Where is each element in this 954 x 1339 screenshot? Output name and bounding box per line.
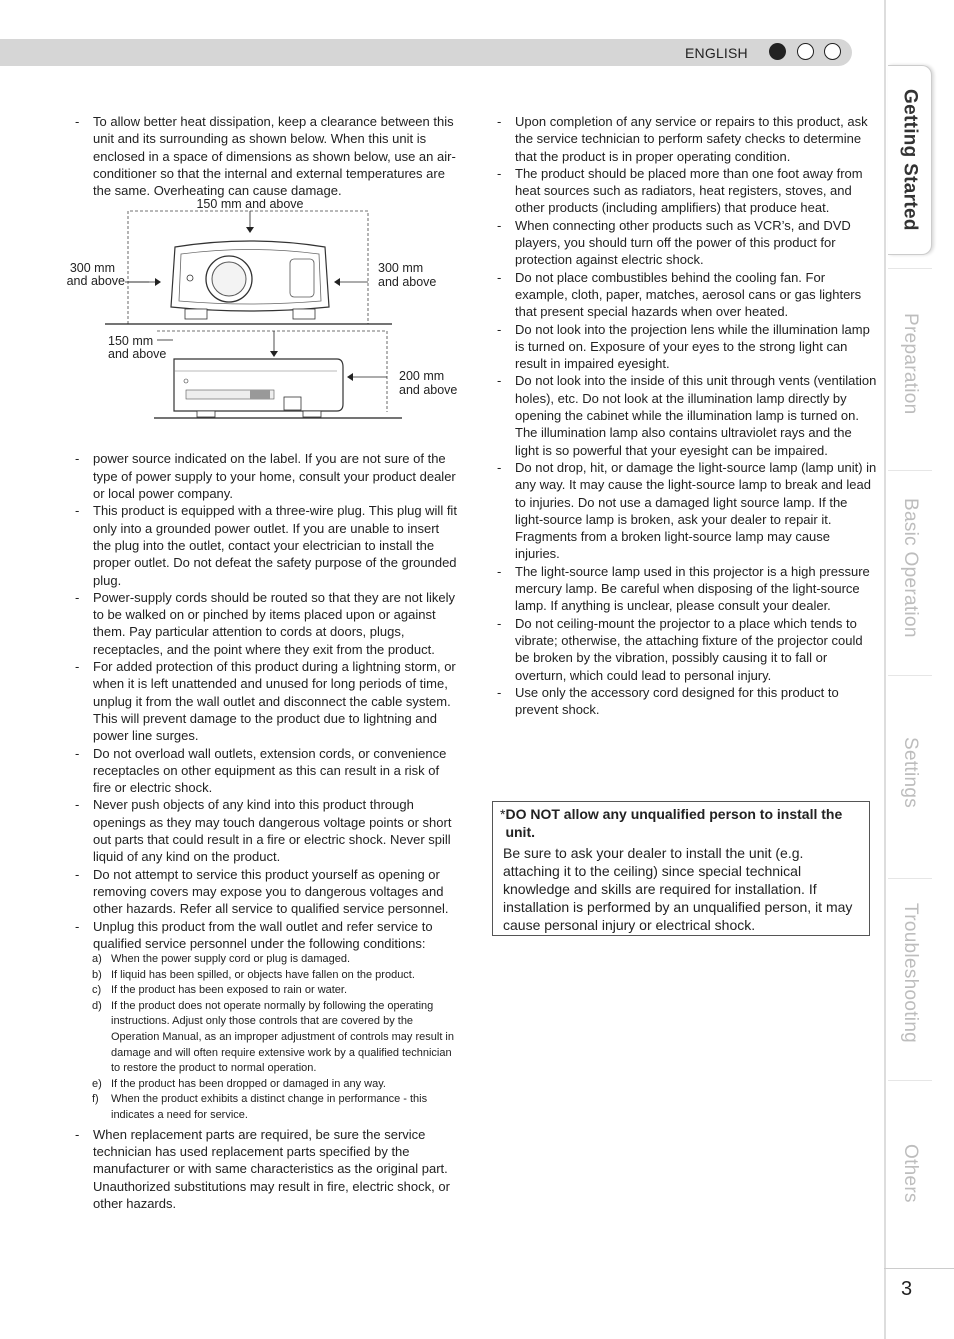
language-label: ENGLISH [685,45,748,61]
list-item-text: The light-source lamp used in this projector is a high pressure mercury lamp. Be careful when disposing of the light-source lamp. If anything is unclear, please consult your dealer. [515,563,870,614]
list-item: - Use only the accessory cord designed for this product to prevent shock. [497,684,877,719]
list-item: - For added protection of this product during a lightning storm, or when it is left unattended and unused for long periods of time, unplug it from the wall outlet and disconnect the cable system. This will prevent damage to the product due to lightning and power line surges. [75,658,460,744]
list-item: - power source indicated on the label. If you are not sure of the type of power supply to your home, consult your product dealer or local power company. [75,450,460,502]
tab-basic-operation[interactable] [888,470,932,665]
label-right-clearance: 300 mm [378,261,424,276]
tab-getting-started[interactable] [888,65,932,255]
tab-label: Basic Operation [900,498,921,638]
condition-item [75,1077,460,1093]
label-side-top-clearance-2: and above [108,347,167,362]
list-item-text: power source indicated on the label. If you are not sure of the type of power supply to your home, consult your product dealer or local power company. [93,451,456,502]
list-item-text: Unplug this product from the wall outlet and refer service to qualified service personnel under the following conditions: [93,918,433,951]
tab-label: Troubleshooting [900,903,921,1044]
condition-letter: d) [92,999,102,1012]
list-item: - Do not look into the inside of this unit through vents (ventilation holes), etc. Do not look at the illumination lamp directly by opening the cabinet while the illumination lamp is turned on. The illumination lamp also contains ultraviolet rays and the light is so powerful that your eyesight can be impaired. [497,373,877,458]
list-item-text: When replacement parts are required, be sure the service technician has used replacement parts specified by the manufacturer or with same characteristics as the original part. Unauthorized substitutions may result in fire, electric shock, or other hazards. [93,1126,450,1211]
condition-text: If liquid has been spilled, or objects have fallen on the product. [111,968,415,981]
tab-preparation[interactable] [888,268,932,458]
tab-troubleshooting[interactable] [888,878,932,1068]
page-indicator-dot-empty [824,43,841,60]
clearance-diagram-svg [57,199,457,439]
page-number-divider [884,1268,954,1269]
warning-asterisk: * [500,806,506,822]
page-indicator-dot-empty [797,43,814,60]
warning-title-text: DO NOT allow any unqualified person to install the unit. [505,806,843,840]
list-item-text: Power-supply cords should be routed so that they are not likely to be walked on or pinched by items placed upon or against them. Pay particular attention to cords at doors, plugs, receptacles, and the point where they exit from the product. [93,589,456,657]
list-item-text: Use only the accessory cord designed for this product to prevent shock. [515,684,839,718]
label-top-clearance: 150 mm and above [196,199,304,212]
list-item: - Power-supply cords should be routed so that they are not likely to be walked on or pinched by items placed upon or against them. Pay particular attention to cords at doors, plugs, receptacles, and the point where they exit from the product. [75,589,460,658]
list-item: - When replacement parts are required, be sure the service technician has used replacement parts specified by the manufacturer or with same characteristics as the original part. Unauthorized substitutions may result in fire, electric shock, or other hazards. [75,1126,460,1212]
condition-text: When the product exhibits a distinct change in performance - this indicates a need for service. [111,1093,428,1122]
warning-title [500,805,861,841]
condition-letter: b) [92,968,102,981]
condition-item [75,983,460,999]
left-column [66,113,460,1212]
condition-item [75,1092,460,1123]
list-item-text: To allow better heat dissipation, keep a clearance between this unit and its surrounding as shown below. When this unit is enclosed in a space of dimensions as shown below, use an air-conditioner so that the internal and external temperatures are the same. Overheating can cause damage. [93,114,456,199]
condition-text: When the power supply cord or plug is damaged. [111,953,351,966]
list-item-text: The product should be placed more than one foot away from heat sources such as radiators, heat registers, stoves, and other products (including amplifiers) that produce heat. [515,165,863,216]
list-item-text: Upon completion of any service or repairs to this product, ask the service technician to perform safety checks to determine that the product is in proper operating condition. [515,114,868,164]
list-item-text: Do not drop, hit, or damage the light-source lamp (lamp unit) in any way. It may cause the light-source lamp to break and lead to injuries. Do not use a damaged light source lamp. If the light-source lamp is broken, ask your dealer to repair it. Fragments from a broken light-source lamp may cause injuries. [515,459,877,562]
tab-label: Settings [900,737,921,809]
label-side-right-clearance-2: and above [399,383,457,398]
list-item: - Unplug this product from the wall outlet and refer service to qualified service personnel under the following conditions: [75,918,460,953]
label-left-clearance-2: and above [66,274,125,289]
list-item: - Do not attempt to service this product yourself as opening or removing covers may expose you to dangerous voltages and other hazards. Refer all service to qualified service personnel. [75,866,460,918]
left-list [75,450,460,952]
list-item-text: Never push objects of any kind into this product through openings as they may touch dangerous voltage points or short out parts that could result in a fire or electric shock. Never spill liquid of any kind on the product. [93,797,452,865]
label-side-right-clearance: 200 mm [399,369,445,384]
label-right-clearance-2: and above [378,275,437,290]
condition-text: If the product has been dropped or damaged in any way. [111,1077,386,1090]
list-item-text: This product is equipped with a three-wire plug. This plug will fit only into a grounded power outlet. If you are unable to insert the plug into the outlet, contact your electrician to install the proper outlet. Do not defeat the safety purpose of the grounded plug. [93,503,457,588]
conditions-list [75,952,460,1124]
condition-item [75,952,460,968]
list-item-text: Do not ceiling-mount the projector to a place which tends to vibrate; otherwise, the attaching fixture of the projector could be broken by the vibration, possibly causing it to fall or overturn, which could lead to personal injury. [515,615,863,683]
page-indicator-dot-filled [769,43,786,60]
condition-text: If the product has been exposed to rain or water. [111,984,348,997]
list-item: - When connecting other products such as VCR’s, and DVD players, you should turn off the power of this product for protection against electric shock. [497,217,877,269]
tab-settings[interactable] [888,675,932,870]
list-item: - Do not place combustibles behind the cooling fan. For example, cloth, paper, matches, aerosol cans or gas lighters that present special hazards when over heated. [497,269,877,321]
tab-label: Others [900,1143,921,1203]
list-item: - Do not ceiling-mount the projector to a place which tends to vibrate; otherwise, the attaching fixture of the projector could be broken by the vibration, possibly causing it to fall or overturn, which could lead to personal injury. [497,615,877,684]
list-item: - This product is equipped with a three-wire plug. This plug will fit only into a grounded power outlet. If you are unable to insert the plug into the outlet, contact your electrician to install the proper outlet. Do not defeat the safety purpose of the grounded plug. [75,502,460,588]
page-number: 3 [901,1278,913,1300]
warning-body: Be sure to ask your dealer to install the unit (e.g. attaching it to the ceiling) since special technical knowledge and skills are required for installation. If installation is performed by an unqualified person, it may cause personal injury or electrical shock. [503,845,853,933]
label-side-top-clearance: 150 mm [108,334,154,349]
condition-letter: e) [92,1077,102,1090]
tab-label: Getting Started [899,89,921,231]
list-item: - To allow better heat dissipation, keep a clearance between this unit and its surrounding as shown below. When this unit is enclosed in a space of dimensions as shown below, use an air-conditioner so that the internal and external temperatures are the same. Overheating can cause damage. [75,113,460,199]
right-list [497,113,877,718]
list-item-text: Do not overload wall outlets, extension cords, or convenience receptacles on other equipment as this can result in a risk of fire or electric shock. [93,745,447,796]
label-left-clearance: 300 mm [69,261,115,276]
list-item-text: Do not place combustibles behind the cooling fan. For example, cloth, paper, matches, aerosol cans or gas lighters that present special hazards when over heated. [515,269,862,320]
list-item: - The light-source lamp used in this projector is a high pressure mercury lamp. Be careful when disposing of the light-source lamp. If anything is unclear, please consult your dealer. [497,563,877,615]
sidebar-edge [884,0,886,1339]
condition-item [75,999,460,1077]
right-column [497,113,877,718]
list-item: - Do not drop, hit, or damage the light-source lamp (lamp unit) in any way. It may cause the light-source lamp to break and lead to injuries. Do not use a damaged light source lamp. If the light-source lamp is broken, ask your dealer to repair it. Fragments from a broken light-source lamp may cause injuries. [497,459,877,562]
list-item: - Upon completion of any service or repairs to this product, ask the service technician to perform safety checks to determine that the product is in proper operating condition. [497,113,877,165]
list-item: - Do not look into the projection lens while the illumination lamp is turned on. Exposure of your eyes to the strong light can result in impaired eyesight. [497,321,877,373]
condition-letter: c) [92,984,102,997]
list-item-text: Do not look into the inside of this unit through vents (ventilation holes), etc. Do not look at the illumination lamp directly by opening the cabinet while the illumination lamp is turned on. The illumination lamp also contains ultraviolet rays and the light is so powerful that your eyesight can be impaired. [515,373,877,458]
condition-letter: a) [92,953,102,966]
list-item: - The product should be placed more than one foot away from heat sources such as radiators, heat registers, stoves, and other products (including amplifiers) that produce heat. [497,165,877,217]
tab-label: Preparation [900,312,921,415]
list-item-text: For added protection of this product during a lightning storm, or when it is left unattended and unused for long periods of time, unplug it from the wall outlet and disconnect the cable system. This will prevent damage to the product due to lightning and power line surges. [93,659,456,744]
list-item: - Never push objects of any kind into this product through openings as they may touch dangerous voltage points or short out parts that could result in a fire or electric shock. Never spill liquid of any kind on the product. [75,796,460,865]
list-item-text: Do not attempt to service this product yourself as opening or removing covers may expose you to dangerous voltages and other hazards. Refer all service to qualified service personnel. [93,866,449,917]
condition-text: If the product does not operate normally by following the operating instructions. Adjust only those controls that are covered by the Operation Manual, as an improper adjustment of controls may result in damage and will often require extensive work by a qualified technician to restore the product to normal operation. [111,999,454,1075]
list-item-text: When connecting other products such as VCR’s, and DVD players, you should turn off the power of this product for protection against electric shock. [515,217,851,268]
installation-warning-box [492,801,870,936]
condition-letter: f) [92,1093,99,1106]
list-item-text: Do not look into the projection lens while the illumination lamp is turned on. Exposure of your eyes to the strong light can result in impaired eyesight. [515,321,870,372]
condition-item [75,968,460,984]
tab-others[interactable] [888,1080,932,1265]
clearance-diagram [57,199,457,439]
list-item: - Do not overload wall outlets, extension cords, or convenience receptacles on other equipment as this can result in a risk of fire or electric shock. [75,745,460,797]
